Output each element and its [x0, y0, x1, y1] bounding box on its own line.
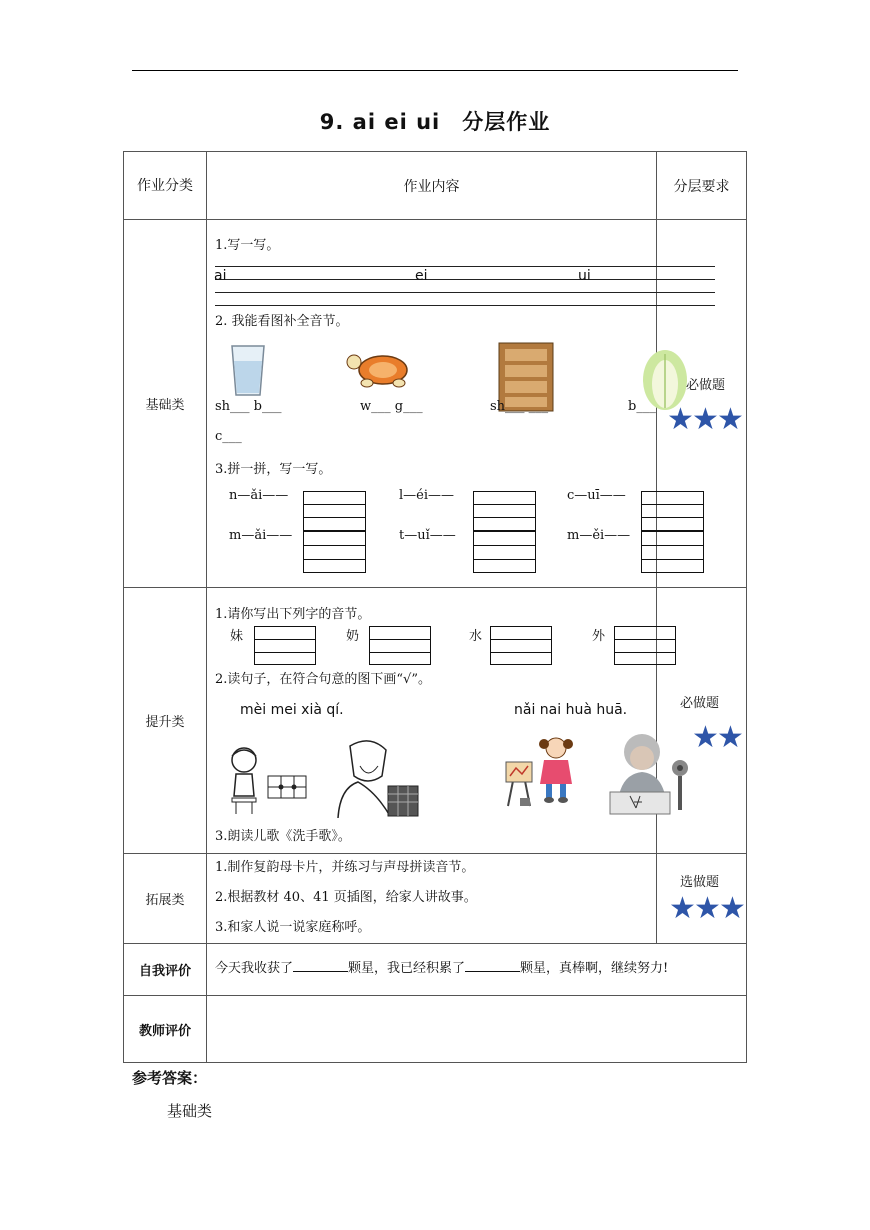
- pinyin-box[interactable]: [473, 531, 536, 573]
- q2-item-turtle: w___ g___: [360, 399, 423, 414]
- self-eval-label: 自我评价: [138, 964, 191, 979]
- pinyin-box[interactable]: [303, 491, 366, 531]
- char-mei: 妹: [230, 629, 244, 644]
- basic-q3: 3.拼一拼，写一写。: [215, 462, 332, 477]
- char-nai: 奶: [346, 629, 360, 644]
- self-eval-text-a: 今天我收获了: [215, 961, 294, 976]
- girl-chess-icon: [224, 742, 312, 816]
- q3-item-mai: m—ǎi——: [229, 528, 293, 543]
- pinyin-box[interactable]: [254, 626, 316, 665]
- water-glass-icon: [228, 343, 268, 399]
- extension-requirement: 选做题: [680, 875, 720, 890]
- q3-item-tui: t—uǐ——: [399, 528, 456, 543]
- answers-heading: 参考答案：: [132, 1069, 208, 1087]
- basic-requirement: 必做题: [686, 378, 726, 393]
- extension-item-2: 2.根据教材 40、41 页插图，给家人讲故事。: [215, 890, 477, 905]
- header-requirement: 分层要求: [673, 178, 730, 195]
- q3-item-cui: c—uī——: [567, 488, 626, 503]
- q3-item-nai: n—ǎi——: [229, 488, 289, 503]
- basic-q1: 1.写一写。: [215, 238, 280, 253]
- star-icon: ★: [694, 891, 721, 926]
- pinyin-box[interactable]: [473, 491, 536, 531]
- answers-section: 基础类: [167, 1102, 213, 1120]
- teacher-eval-field[interactable]: [207, 996, 746, 1062]
- header-content: 作业内容: [403, 178, 460, 195]
- self-eval-text-c: 颗星，真棒啊，继续努力!: [520, 961, 669, 976]
- extension-item-1: 1.制作复韵母卡片，并练习与声母拼读音节。: [215, 860, 475, 875]
- pinyin-box[interactable]: [303, 531, 366, 573]
- pinyin-box[interactable]: [641, 531, 704, 573]
- advanced-requirement: 必做题: [680, 696, 720, 711]
- q2-item-cabbage: b___: [628, 399, 656, 414]
- advanced-q2: 2.读句子，在符合句意的图下画“√”。: [215, 672, 431, 687]
- q2-item-c: c___: [215, 429, 242, 444]
- star-icon: ★: [717, 720, 744, 755]
- star-icon: ★: [719, 891, 746, 926]
- char-shui: 水: [469, 629, 483, 644]
- advanced-q1: 1.请你写出下列字的音节。: [215, 607, 371, 622]
- star-icon: ★: [669, 891, 696, 926]
- sentence-1: mèi mei xià qí.: [240, 702, 344, 718]
- girl-painting-icon: [500, 736, 590, 810]
- pinyin-box[interactable]: [614, 626, 676, 665]
- pinyin-box[interactable]: [641, 491, 704, 531]
- top-rule: [132, 70, 738, 71]
- self-eval-text: [215, 957, 668, 976]
- char-wai: 外: [592, 629, 606, 644]
- star-icon: ★: [692, 720, 719, 755]
- turtle-icon: [345, 350, 417, 390]
- advanced-q3: 3.朗读儿歌《洗手歌》。: [215, 829, 351, 844]
- stars-today-blank[interactable]: [293, 958, 348, 972]
- letter-ei: ei: [415, 268, 428, 284]
- pinyin-box[interactable]: [369, 626, 431, 665]
- star-icon: ★: [692, 402, 719, 437]
- extension-item-3: 3.和家人说一说家庭称呼。: [215, 920, 371, 935]
- letter-ai: ai: [214, 268, 227, 284]
- teacher-eval-label: 教师评价: [138, 1023, 191, 1039]
- star-icon: ★: [717, 402, 744, 437]
- extension-label: 拓展类: [145, 893, 185, 908]
- pinyin-box[interactable]: [490, 626, 552, 665]
- self-eval-text-b: 颗星，我已经积累了: [348, 961, 466, 976]
- advanced-label: 提升类: [145, 715, 185, 730]
- grandpa-chess-icon: [330, 736, 420, 820]
- sentence-2: nǎi nai huà huā.: [514, 702, 628, 718]
- basic-label: 基础类: [145, 398, 185, 413]
- q3-item-lei: l—éi——: [399, 488, 455, 503]
- stars-total-blank[interactable]: [465, 958, 520, 972]
- star-icon: ★: [667, 402, 694, 437]
- grandma-painting-icon: [606, 730, 692, 816]
- letter-ui: ui: [578, 268, 591, 284]
- q2-item-glass: sh___ b___: [215, 399, 282, 414]
- q2-item-shelf: sh___ ___: [490, 399, 549, 414]
- basic-q2: 2. 我能看图补全音节。: [215, 314, 349, 329]
- q3-item-mei: m—ěi——: [567, 528, 631, 543]
- header-category: 作业分类: [137, 177, 193, 194]
- page-title: 9. ai ei ui 分层作业: [319, 110, 551, 134]
